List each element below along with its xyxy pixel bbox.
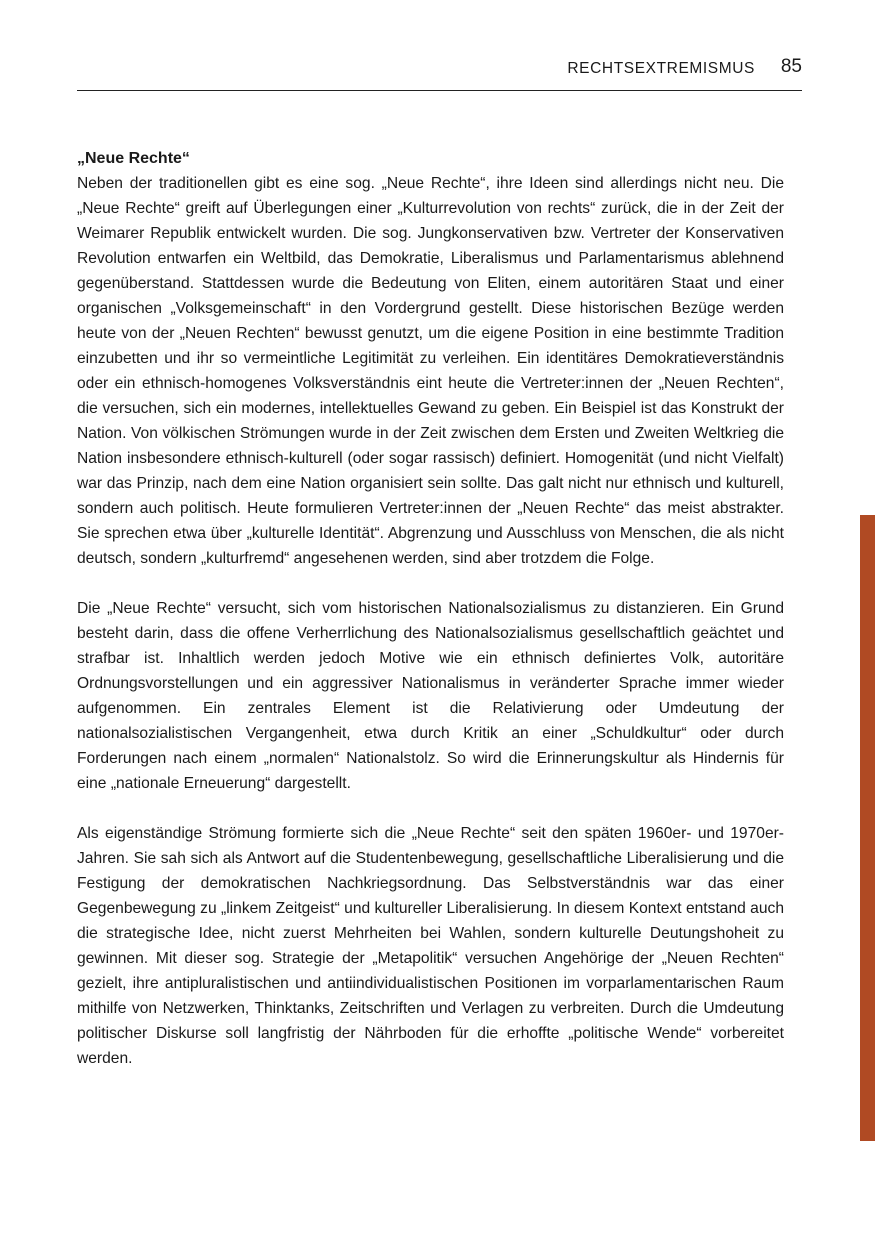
page-number: 85 bbox=[780, 56, 802, 77]
section-heading: „Neue Rechte“ bbox=[77, 150, 190, 167]
running-title: RECHTSEXTREMISMUS bbox=[567, 60, 755, 77]
chapter-side-tab bbox=[860, 515, 875, 1141]
body-paragraph-3: Als eigenständige Strömung formierte sich die „Neue Rechte“ seit den späten 1960er- und 1970er-Jahren. Sie sah sich als Antwort auf die Studentenbewegung, gesellschaftliche Liberalisierung und die Festigung der demokratischen Nachkriegsordnung. Das Selbstverständnis war das einer Gegenbewegung zu „linkem Zeitgeist“ und kultureller Liberalisierung. In diesem Kontext entstand auch die strategische Idee, nicht zuerst Mehrheiten bei Wahlen, sondern kulturelle Deutungshoheit zu gewinnen. Mit dieser sog. Strategie der „Metapolitik“ versuchen Angehörige der „Neuen Rechten“ gezielt, ihre antipluralistischen und antiindividualistischen Positionen im vorparlamentarischen Raum mithilfe von Netzwerken, Thinktanks, Zeitschriften und Verlagen zu verbreiten. Durch die Umdeutung politischer Diskurse soll langfristig der Nährboden für die erhoffte „politische Wende“ vorbereitet werden. bbox=[77, 825, 784, 1067]
running-header bbox=[77, 56, 802, 91]
body-paragraph-2: Die „Neue Rechte“ versucht, sich vom historischen Nationalsozialismus zu distanzieren. Ein Grund besteht darin, dass die offene Verherrlichung des Nationalsozialismus gesellschaftlich geächtet und strafbar ist. Inhaltlich werden jedoch Motive wie ein ethnisch definiertes Volk, autoritäre Ordnungsvorstellungen und ein aggressiver Nationalismus in veränderter Sprache immer wieder aufgenommen. Ein zentrales Element ist die Relativierung oder Umdeutung der nationalsozialistischen Vergangenheit, etwa durch Kritik an einer „Schuldkultur“ oder durch Forderungen nach einem „normalen“ Nationalstolz. So wird die Erinnerungskultur als Hindernis für eine „nationale Erneuerung“ dargestellt. bbox=[77, 600, 784, 792]
body-paragraph-1: Neben der traditionellen gibt es eine sog. „Neue Rechte“, ihre Ideen sind allerdings nicht neu. Die „Neue Rechte“ greift auf Überlegungen einer „Kulturrevolution von rechts“ zurück, die in der Zeit der Weimarer Republik entwickelt wurden. Die sog. Jungkonservativen bzw. Vertreter der Konservativen Revolution entwarfen ein Weltbild, das Demokratie, Liberalismus und Parlamentarismus ablehnend gegenüberstand. Stattdessen wurde die Bedeutung von Eliten, einem autoritären Staat und einer organischen „Volksgemeinschaft“ in den Vordergrund gestellt. Diese historischen Bezüge werden heute von der „Neuen Rechten“ bewusst genutzt, um die eigene Position in eine bestimmte Tradition einzubetten und ihr so vermeintliche Legitimität zu verleihen. Ein identitäres Demokratieverständnis oder ein ethnisch-homogenes Volksverständnis eint heute die Vertreter:innen der „Neuen Rechten“, die versuchen, sich ein modernes, intellektuelles Gewand zu geben. Ein Beispiel ist das Konstrukt der Nation. Von völkischen Strömungen wurde in der Zeit zwischen dem Ersten und Zweiten Weltkrieg die Nation insbesondere ethnisch-kulturell (oder sogar rassisch) definiert. Homogenität (und nicht Vielfalt) war das Prinzip, nach dem eine Nation organisiert sein sollte. Das galt nicht nur ethnisch und kulturell, sondern auch politisch. Heute formulieren Vertreter:innen der „Neuen Rechte“ das meist abstrakter. Sie sprechen etwa über „kulturelle Identität“. Abgrenzung und Ausschluss von Menschen, die als nicht deutsch, sondern „kulturfremd“ angesehenen werden, sind aber trotzdem die Folge. bbox=[77, 175, 784, 567]
page-content bbox=[77, 146, 784, 1071]
